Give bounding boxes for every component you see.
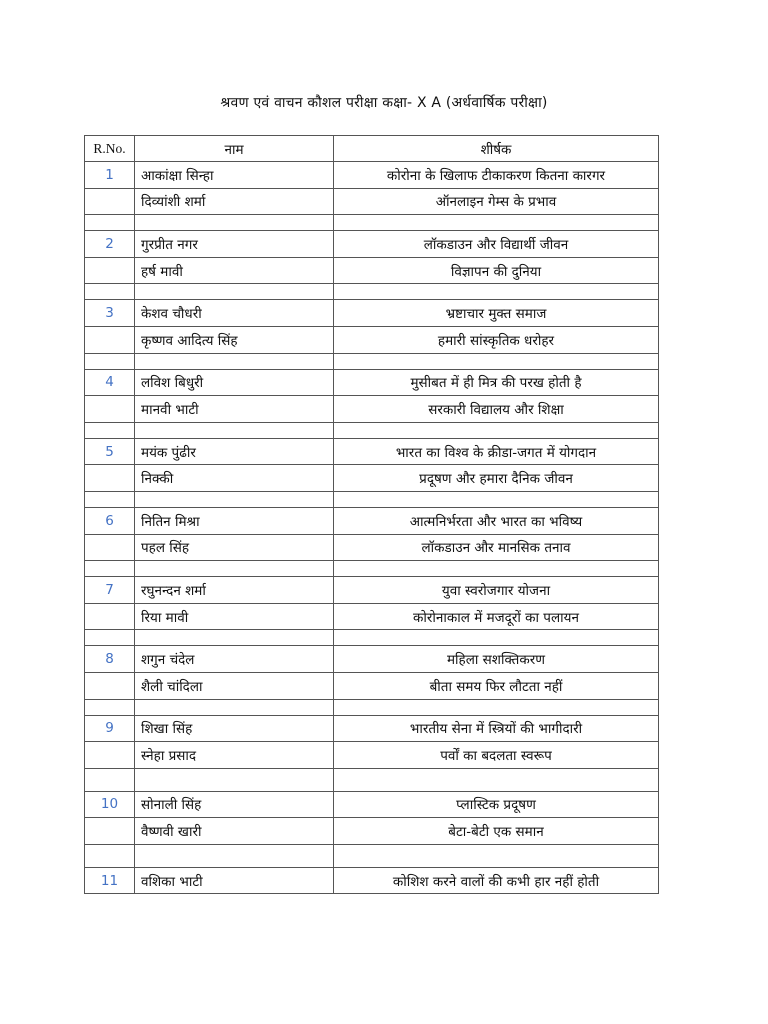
topic-title: कोरोना के खिलाफ टीकाकरण कितना कारगर [334,162,659,189]
topic-title: हमारी सांस्कृतिक धरोहर [334,326,659,353]
topic-title: मुसीबत में ही मित्र की परख होती है [334,369,659,396]
roll-number: 2 [85,231,135,258]
topic-title: लॉकडाउन और मानसिक तनाव [334,534,659,561]
topic-title: प्रदूषण और हमारा दैनिक जीवन [334,465,659,492]
roll-number: 6 [85,507,135,534]
student-name: आकांक्षा सिन्हा [135,162,334,189]
table-row [85,257,659,284]
column-header-name: नाम [135,136,334,162]
table-row [85,396,659,423]
table-row [85,231,659,258]
roll-number: 9 [85,715,135,742]
header-row [85,136,659,162]
table-row [85,867,659,894]
roll-number [85,188,135,215]
topic-title: प्लास्टिक प्रदूषण [334,791,659,818]
topic-title: भारतीय सेना में स्त्रियों की भागीदारी [334,715,659,742]
roll-number [85,603,135,630]
spacer-row [85,353,659,369]
spacer-row [85,422,659,438]
roll-number: 11 [85,867,135,894]
topic-title: लॉकडाउन और विद्यार्थी जीवन [334,231,659,258]
spacer-row [85,284,659,300]
topic-title: ऑनलाइन गेम्स के प्रभाव [334,188,659,215]
roll-number: 1 [85,162,135,189]
student-name: गुरप्रीत नगर [135,231,334,258]
topic-title: कोरोनाकाल में मजदूरों का पलायन [334,603,659,630]
table-row [85,507,659,534]
student-name: पहल सिंह [135,534,334,561]
roll-number: 10 [85,791,135,818]
roll-number: 5 [85,438,135,465]
column-header-rno: R.No. [85,136,135,162]
roll-number: 3 [85,300,135,327]
table-row [85,326,659,353]
table-row [85,188,659,215]
student-name: मानवी भाटी [135,396,334,423]
roll-number: 7 [85,577,135,604]
topic-title: सरकारी विद्यालय और शिक्षा [334,396,659,423]
student-name: सोनाली सिंह [135,791,334,818]
topic-title: बेटा-बेटी एक समान [334,818,659,845]
topic-title: महिला सशक्तिकरण [334,646,659,673]
topic-title: विज्ञापन की दुनिया [334,257,659,284]
topic-title: आत्मनिर्भरता और भारत का भविष्य [334,507,659,534]
student-name: हर्ष मावी [135,257,334,284]
table-row [85,300,659,327]
table-row [85,577,659,604]
topic-title: बीता समय फिर लौटता नहीं [334,672,659,699]
roll-number [85,257,135,284]
spacer-row [85,630,659,646]
student-name: वशिका भाटी [135,867,334,894]
student-name: कृष्णव आदित्य सिंह [135,326,334,353]
topic-title: भारत का विश्व के क्रीडा-जगत में योगदान [334,438,659,465]
roll-number [85,672,135,699]
roll-number [85,396,135,423]
student-name: केशव चौधरी [135,300,334,327]
table-row [85,438,659,465]
spacer-row [85,768,659,791]
table-row [85,603,659,630]
topic-title: पर्वों का बदलता स्वरूप [334,742,659,769]
topic-title: युवा स्वरोजगार योजना [334,577,659,604]
student-name: वैष्णवी खारी [135,818,334,845]
table-row [85,672,659,699]
student-name: दिव्यांशी शर्मा [135,188,334,215]
student-name: नितिन मिश्रा [135,507,334,534]
table-row [85,534,659,561]
roll-number [85,742,135,769]
roll-number [85,465,135,492]
student-name: शिखा सिंह [135,715,334,742]
page-title: श्रवण एवं वाचन कौशल परीक्षा कक्षा- X A (अर्धवार्षिक परीक्षा) [220,95,548,111]
table-row [85,162,659,189]
roll-number: 4 [85,369,135,396]
student-name: रघुनन्दन शर्मा [135,577,334,604]
spacer-row [85,491,659,507]
table-row [85,742,659,769]
student-name: निक्की [135,465,334,492]
table-row [85,465,659,492]
topic-title: कोशिश करने वालों की कभी हार नहीं होती [334,867,659,894]
table-row [85,818,659,845]
table-row [85,646,659,673]
topic-title: भ्रष्टाचार मुक्त समाज [334,300,659,327]
roll-number [85,326,135,353]
student-name: शगुन चंदेल [135,646,334,673]
spacer-row [85,561,659,577]
roster-table [84,135,659,894]
student-name: लविश बिधुरी [135,369,334,396]
spacer-row [85,844,659,867]
student-name: मयंक पुंढीर [135,438,334,465]
column-header-topic: शीर्षक [334,136,659,162]
table-row [85,791,659,818]
roll-number [85,818,135,845]
table-row [85,369,659,396]
table-row [85,715,659,742]
student-name: स्नेहा प्रसाद [135,742,334,769]
roll-number: 8 [85,646,135,673]
spacer-row [85,215,659,231]
student-name: रिया मावी [135,603,334,630]
roll-number [85,534,135,561]
spacer-row [85,699,659,715]
student-name: शैली चांदिला [135,672,334,699]
